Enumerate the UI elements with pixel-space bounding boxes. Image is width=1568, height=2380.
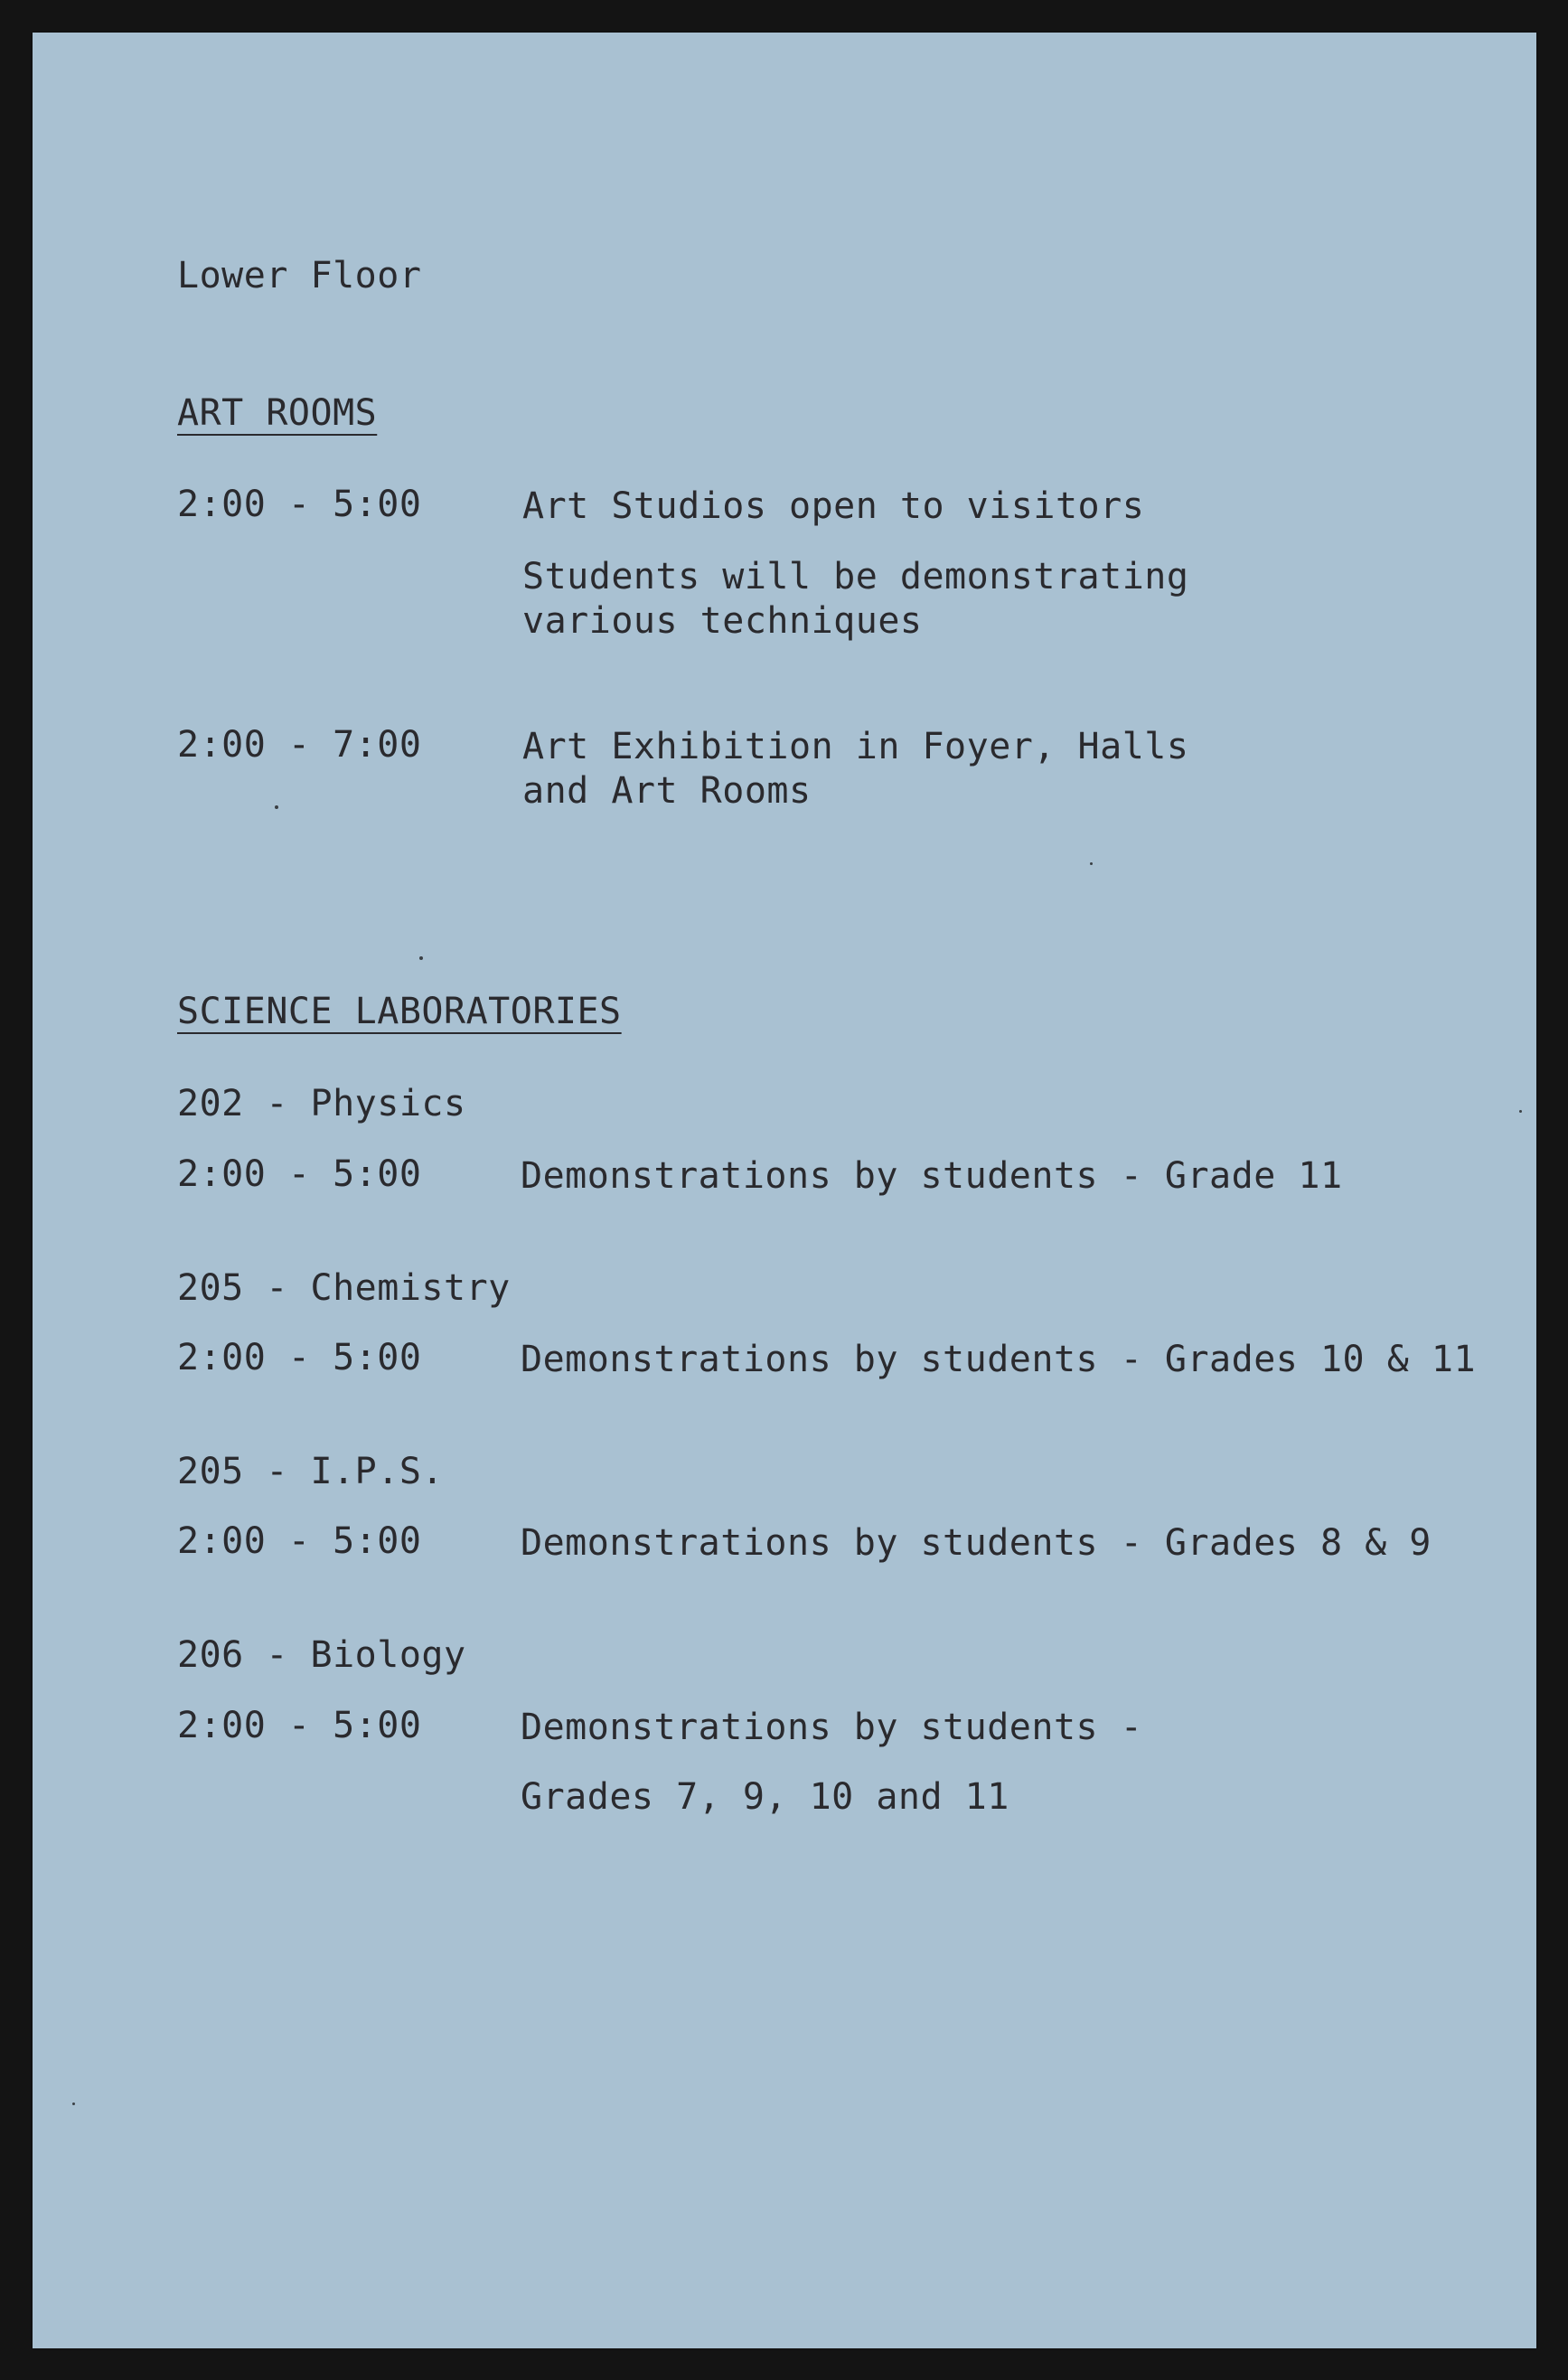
art-entry-1-line-2: Students will be demonstrating <box>522 556 1189 597</box>
lab-4-line-1: Demonstrations by students - <box>521 1707 1143 1748</box>
lab-2-room: 205 - Chemistry <box>177 1267 511 1309</box>
art-entry-1-time: 2:00 - 5:00 <box>177 484 422 525</box>
paper-speck <box>72 2102 75 2105</box>
lab-1-room: 202 - Physics <box>177 1083 466 1124</box>
paper-speck <box>1090 862 1093 865</box>
art-rooms-heading: ART ROOMS <box>177 392 378 434</box>
lab-1-time: 2:00 - 5:00 <box>177 1153 422 1195</box>
art-entry-2-line-2: and Art Rooms <box>522 770 812 812</box>
lab-3-room: 205 - I.P.S. <box>177 1451 444 1492</box>
lab-3-time: 2:00 - 5:00 <box>177 1520 422 1562</box>
art-entry-1-line-3: various techniques <box>522 600 923 642</box>
lab-2-line-1: Demonstrations by students - Grades 10 & 11 <box>521 1339 1477 1380</box>
science-heading: SCIENCE LABORATORIES <box>177 991 622 1032</box>
lab-4-room: 206 - Biology <box>177 1634 466 1676</box>
lab-3-line-1: Demonstrations by students - Grades 8 & 9 <box>521 1522 1432 1564</box>
document-page <box>33 33 1536 2348</box>
lab-4-time: 2:00 - 5:00 <box>177 1705 422 1746</box>
paper-speck <box>275 805 278 809</box>
lab-2-time: 2:00 - 5:00 <box>177 1337 422 1378</box>
lab-4-line-2: Grades 7, 9, 10 and 11 <box>521 1776 1009 1818</box>
floor-title: Lower Floor <box>177 255 422 296</box>
lab-1-line-1: Demonstrations by students - Grade 11 <box>521 1155 1343 1197</box>
paper-speck <box>1519 1110 1522 1113</box>
art-entry-2-time: 2:00 - 7:00 <box>177 724 422 766</box>
art-entry-2-line-1: Art Exhibition in Foyer, Halls <box>522 726 1189 767</box>
art-entry-1-line-1: Art Studios open to visitors <box>522 485 1145 527</box>
paper-speck <box>419 956 423 960</box>
